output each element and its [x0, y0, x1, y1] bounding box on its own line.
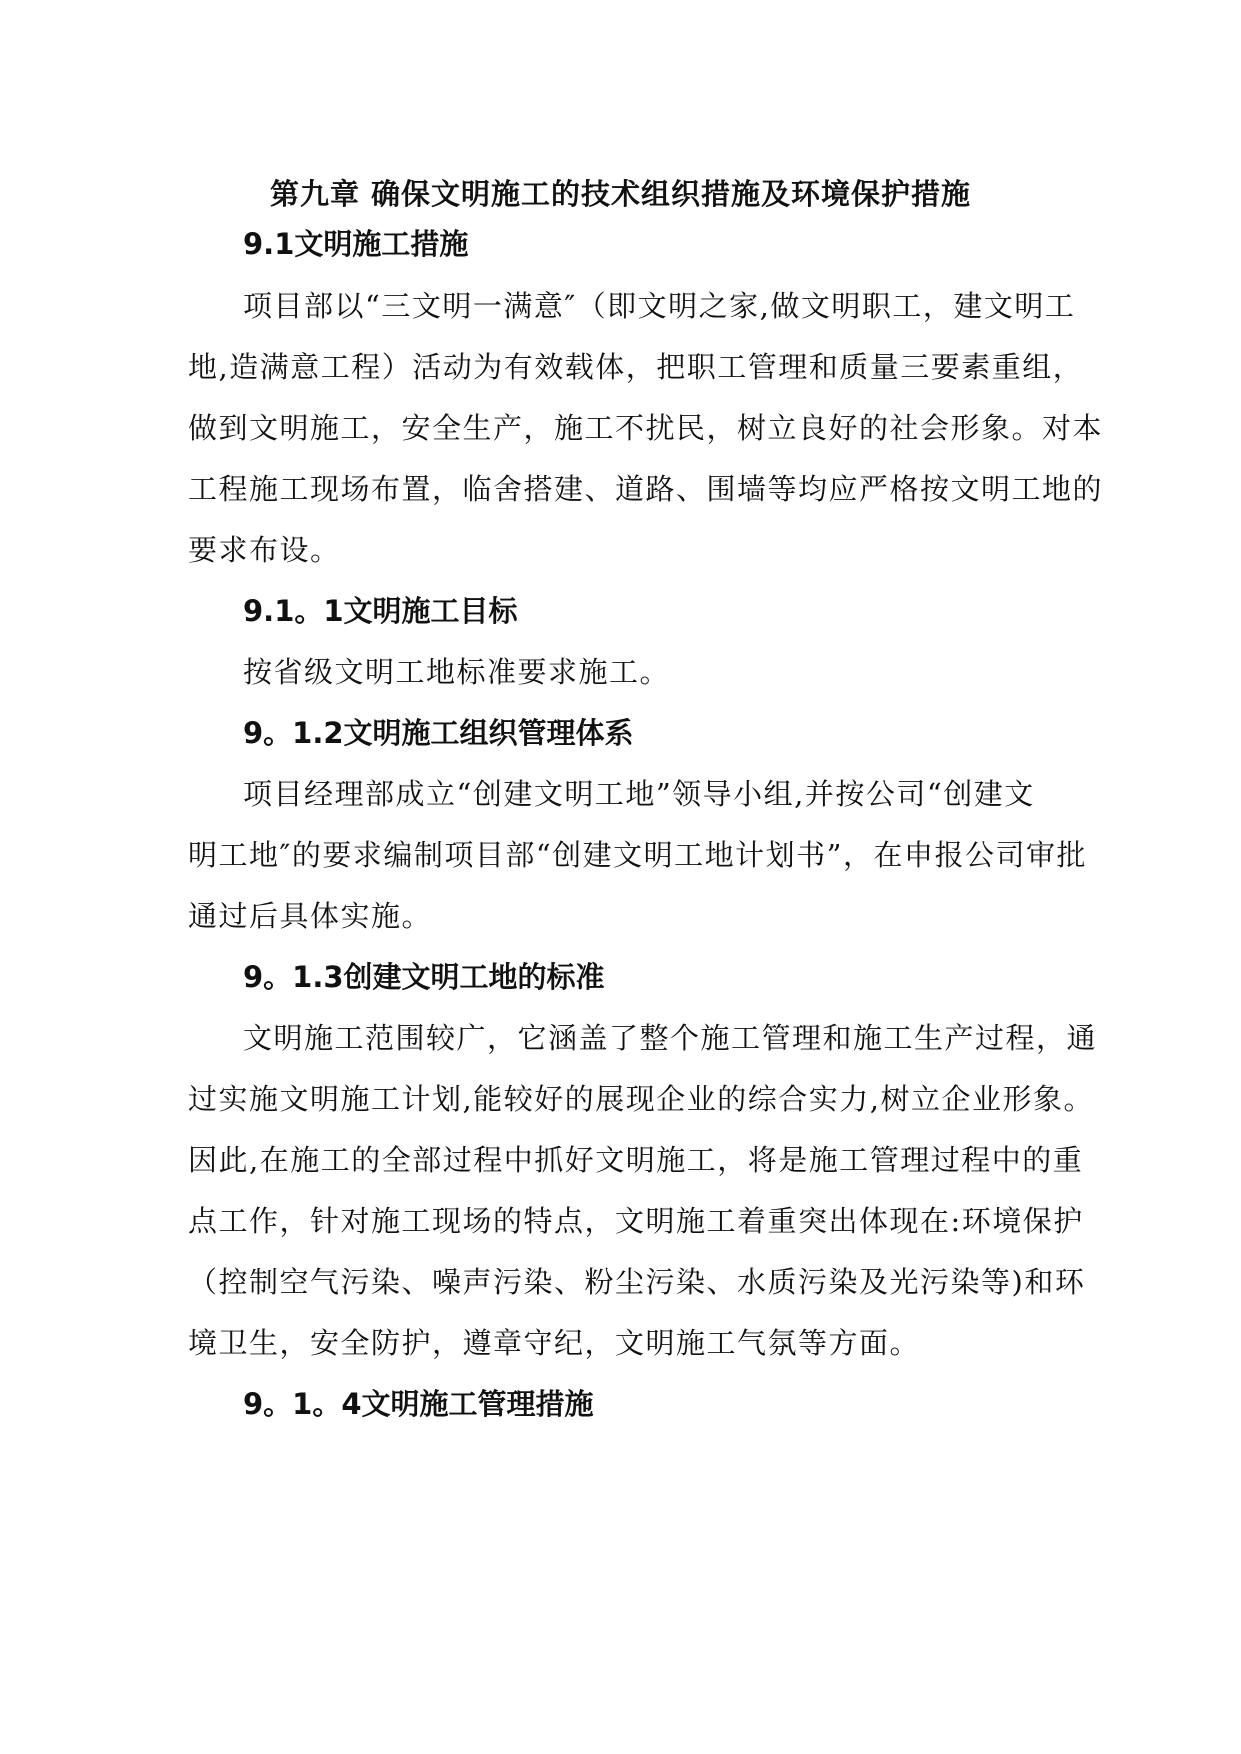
paragraph-line: 过实施文明施工计划,能较好的展现企业的综合实力,树立企业形象。	[188, 1082, 1094, 1116]
paragraph-line: 明工地″的要求编制项目部“创建文明工地计划书”，在申报公司审批	[188, 838, 1087, 872]
paragraph-line: 点工作，针对施工现场的特点，文明施工着重突出体现在:环境保护	[188, 1204, 1084, 1238]
paragraph-line: （控制空气污染、噪声污染、粉尘污染、水质污染及光污染等)和环	[188, 1265, 1086, 1299]
paragraph-line: 地,造满意工程）活动为有效载体，把职工管理和质量三要素重组，	[188, 350, 1084, 384]
paragraph-line: 项目经理部成立“创建文明工地”领导小组,并按公司“创建文	[243, 777, 1035, 811]
paragraph-line: 项目部以“三文明一满意″（即文明之家,做文明职工，建文明工	[243, 289, 1076, 323]
paragraph-line: 要求布设。	[188, 533, 341, 567]
section-heading-9-1: 9.1文明施工措施	[243, 227, 469, 261]
paragraph-line: 文明施工范围较广，它涵盖了整个施工管理和施工生产过程，通	[243, 1021, 1098, 1055]
paragraph-line: 按省级文明工地标准要求施工。	[243, 655, 671, 689]
section-heading-9-1-3: 9。1.3创建文明工地的标准	[243, 960, 605, 994]
section-heading-9-1-2: 9。1.2文明施工组织管理体系	[243, 716, 634, 750]
paragraph-line: 做到文明施工，安全生产，施工不扰民，树立良好的社会形象。对本	[188, 411, 1104, 445]
section-heading-9-1-1: 9.1。1文明施工目标	[243, 594, 518, 628]
paragraph-line: 因此,在施工的全部过程中抓好文明施工，将是施工管理过程中的重	[188, 1143, 1084, 1177]
paragraph-line: 通过后具体实施。	[188, 899, 433, 933]
section-heading-9-1-4: 9。1。4文明施工管理措施	[243, 1387, 594, 1421]
chapter-title: 第九章 确保文明施工的技术组织措施及环境保护措施	[269, 177, 972, 211]
paragraph-line: 境卫生，安全防护，遵章守纪，文明施工气氛等方面。	[188, 1326, 921, 1360]
paragraph-line: 工程施工现场布置，临舍搭建、道路、围墙等均应严格按文明工地的	[188, 472, 1104, 506]
